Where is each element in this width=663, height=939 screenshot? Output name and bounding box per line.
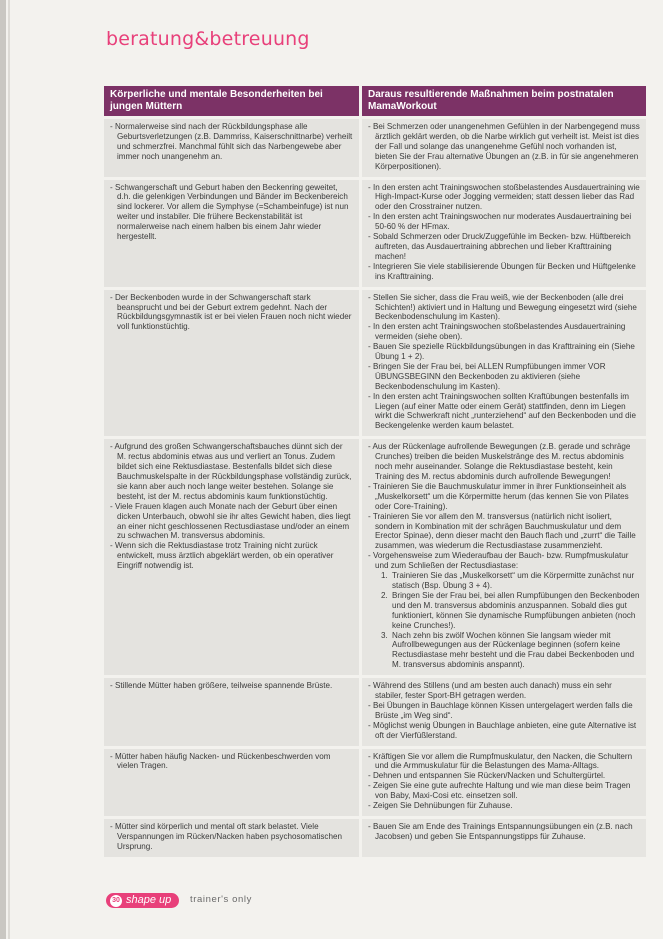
col-left-header: Körperliche und mentale Besonderheiten bei jungen Müttern [104, 86, 359, 116]
table-row [104, 119, 646, 177]
list-item: - Zeigen Sie eine gute aufrechte Haltung und wie man diese beim Tragen von Baby, Maxi-Cosi etc. einsetzen soll. [368, 781, 640, 801]
list-item: - Aus der Rückenlage aufrollende Bewegungen (z.B. gerade und schräge Crunches) treiben die beiden Muskelstränge des M. rectus abdominis noch mehr auseinander. Solange die Rektusdiastase besteht, kein Training des M. rectus abdominis durch aufrollende Bewegungen! [368, 442, 640, 482]
col-right-header: Daraus resultierende Maßnahmen beim postnatalen MamaWorkout [362, 86, 646, 116]
measures-table [104, 86, 646, 857]
list-item: - Möglichst wenig Übungen in Bauchlage anbieten, eine gute Alternative ist oft der Vierfüßlerstand. [368, 721, 640, 741]
section-title: beratung&betreuung [106, 28, 310, 50]
table-header-row [104, 86, 646, 116]
table-row [104, 439, 646, 675]
list-item: - Wenn sich die Rektusdiastase trotz Training nicht zurück entwickelt, muss ärztlich abgeklärt werden, ob ein operativer Eingriff notwendig ist. [110, 541, 353, 571]
cell-measure [362, 439, 646, 675]
list-item: - Der Beckenboden wurde in der Schwangerschaft stark beansprucht und bei der Geburt extrem gedehnt. Nach der Rückbildungsgymnastik ist er bei vielen Frauen noch nicht wieder voll funktionstüchtig. [110, 293, 353, 333]
list-item: - In den ersten acht Trainingswochen nur moderates Ausdauertraining bei 50-60 % der HFmax. [368, 212, 640, 232]
footer-tagline: trainer's only [190, 894, 252, 905]
list-item: - In den ersten acht Trainingswochen stoßbelastendes Ausdauertraining vermeiden (siehe oben). [368, 322, 640, 342]
page-binding-edge [0, 0, 6, 939]
list-item: - Kräftigen Sie vor allem die Rumpfmuskulatur, den Nacken, die Schultern und die Armmuskulatur für die Belastungen des Mama-Alltags. [368, 752, 640, 772]
list-item: - In den ersten acht Trainingswochen stoßbelastendes Ausdauertraining wie High-Impact-Kurse oder Jogging vermeiden; statt dessen lieber das Rad oder den Crosstrainer nutzen. [368, 183, 640, 213]
list-item: - Zeigen Sie Dehnübungen für Zuhause. [368, 801, 640, 811]
cell-measure [362, 819, 646, 857]
table-body [104, 116, 646, 857]
step-item: 3. Nach zehn bis zwölf Wochen können Sie langsam wieder mit Aufrollbewegungen aus der Rückenlage beginnen (sofern keine Rectusdiastase mehr besteht und die Frau dabei Beckenboden und M. transversus abdominis anspannt). [390, 631, 640, 671]
step-item: 1. Trainieren Sie das „Muskelkorsett“ um die Körpermitte zunächst nur statisch (Bsp. Übung 3 + 4). [390, 571, 640, 591]
list-item: - Bauen Sie spezielle Rückbildungsübungen in das Krafttraining ein (Siehe Übung 1 + 2). [368, 342, 640, 362]
list-item: - Bauen Sie am Ende des Trainings Entspannungsübungen ein (z.B. nach Jacobsen) und geben Sie Entspannungstipps für Zuhause. [368, 822, 640, 842]
list-item: - Bei Schmerzen oder unangenehmen Gefühlen in der Narbengegend muss ärztlich geklärt werden, ob die Narbe wirklich gut verheilt ist. Meist ist dies der Fall und solange das unangenehme Gefühl noch vorhanden ist, bieten Sie der Frau alternative Übungen an (z.B. in für sie angenehmeren Körperpositionen). [368, 122, 640, 172]
list-item: - Bei Übungen in Bauchlage können Kissen untergelagert werden falls die Brüste „im Weg sind“. [368, 701, 640, 721]
cell-condition [104, 749, 359, 816]
list-item: - Aufgrund des großen Schwangerschaftsbauches dünnt sich der M. rectus abdominis etwas aus und verliert an Tonus. Zudem bildet sich eine Rektusdiastase. Bestenfalls bildet sich diese Bauchmuskelspalte in der Rückbildungsphase vollständig zurück, sie kann aber auch noch lange weiter bestehen. Solange sie besteht, ist der M. rectus abdominis kaum funktionstüchtig. [110, 442, 353, 501]
list-item: - Stillende Mütter haben größere, teilweise spannende Brüste. [110, 681, 353, 691]
page-binding-line [8, 0, 10, 939]
list-item: - Mütter sind körperlich und mental oft stark belastet. Viele Verspannungen im Rücken/Nacken haben psychosomatischen Ursprung. [110, 822, 353, 852]
brand-logo [106, 893, 179, 908]
list-item: - Normalerweise sind nach der Rückbildungsphase alle Geburtsverletzungen (z.B. Dammriss, Kaiserschnittnarbe) verheilt und schmerzfrei. Manchmal fühlt sich das Narbengewebe aber immer noch unangenehm an. [110, 122, 353, 162]
numbered-steps [382, 571, 640, 670]
table-row [104, 290, 646, 437]
list-item: - Sobald Schmerzen oder Druck/Zuggefühle im Becken- bzw. Hüftbereich auftreten, das Ausdauertraining abbrechen und lieber Krafttraining machen! [368, 232, 640, 262]
list-item: - Vorgehensweise zum Wiederaufbau der Bauch- bzw. Rumpfmuskulatur und zum Schließen der Rectusdiastase: [368, 551, 640, 571]
cell-condition [104, 439, 359, 675]
cell-condition [104, 290, 359, 437]
list-item: - Trainieren Sie vor allem den M. transversus (natürlich nicht isoliert, sondern in Kombination mit der schrägen Bauchmuskulatur und dem Erector Spinae), denn dieser macht den Bauch flach und „zurrt“ die Taille zusammen, was wiederum die Rectusdiastase zusammenzieht. [368, 512, 640, 552]
list-item: - Trainieren Sie die Bauchmuskulatur immer in ihrer Funktionseinheit als „Muskelkorsett“ um die Körpermitte herum (das kennen Sie von Pilates oder Core-Training). [368, 482, 640, 512]
logo-text: shape up [126, 894, 172, 906]
list-item: - Integrieren Sie viele stabilisierende Übungen für Becken und Hüftgelenke ins Krafttraining. [368, 262, 640, 282]
step-item: 2. Bringen Sie der Frau bei, bei allen Rumpfübungen den Beckenboden und den M. transversus abdominis anzuspannen. Sobald dies gut funktioniert, können Sie dynamische Rumpfübungen anbieten (noch keine Crunches!). [390, 591, 640, 631]
list-item: - Dehnen und entspannen Sie Rücken/Nacken und Schultergürtel. [368, 771, 640, 781]
table-row [104, 749, 646, 816]
list-item: - Während des Stillens (und am besten auch danach) muss ein sehr stabiler, fester Sport-BH getragen werden. [368, 681, 640, 701]
cell-condition [104, 678, 359, 745]
page-number: 30 [110, 895, 122, 907]
list-item: - Viele Frauen klagen auch Monate nach der Geburt über einen dicken Unterbauch, obwohl sie ihr altes Gewicht haben, dies liegt an einer nicht geschlossenen Rectusdiastase und/oder an einem zu schwachen M. transversus abdominis. [110, 502, 353, 542]
cell-condition [104, 819, 359, 857]
table-row [104, 819, 646, 857]
cell-measure [362, 290, 646, 437]
cell-condition [104, 119, 359, 177]
list-item: - In den ersten acht Trainingswochen sollten Kraftübungen bestenfalls im Liegen (auf einer Matte oder einem Gerät) stattfinden, denn im Liegen wirkt die Schwerkraft nicht „runterziehend“ auf den Beckenboden und die Beckengelenke werden kaum belastet. [368, 392, 640, 432]
list-item: - Schwangerschaft und Geburt haben den Beckenring geweitet, d.h. die gelenkigen Verbindungen und Bänder im Beckenbereich sind lockerer. Vor allem die Symphyse (=Schambeinfuge) ist nun weiter und instabiler. Die frühere Beckenstabilität ist normalerweise nach einem halben bis einem Jahr wieder hergestellt. [110, 183, 353, 242]
table-row [104, 678, 646, 745]
table-row [104, 180, 646, 287]
list-item: - Bringen Sie der Frau bei, bei ALLEN Rumpfübungen immer VOR ÜBUNGSBEGINN den Beckenboden zu aktivieren (siehe Beckenbodenschulung im Kasten). [368, 362, 640, 392]
cell-measure [362, 119, 646, 177]
cell-measure [362, 749, 646, 816]
cell-measure [362, 180, 646, 287]
cell-condition [104, 180, 359, 287]
cell-measure [362, 678, 646, 745]
list-item: - Stellen Sie sicher, dass die Frau weiß, wie der Beckenboden (alle drei Schichten!) aktiviert und in Haltung und Bewegung eingesetzt wird (siehe Beckenbodenschulung im Kasten). [368, 293, 640, 323]
list-item: - Mütter haben häufig Nacken- und Rückenbeschwerden vom vielen Tragen. [110, 752, 353, 772]
